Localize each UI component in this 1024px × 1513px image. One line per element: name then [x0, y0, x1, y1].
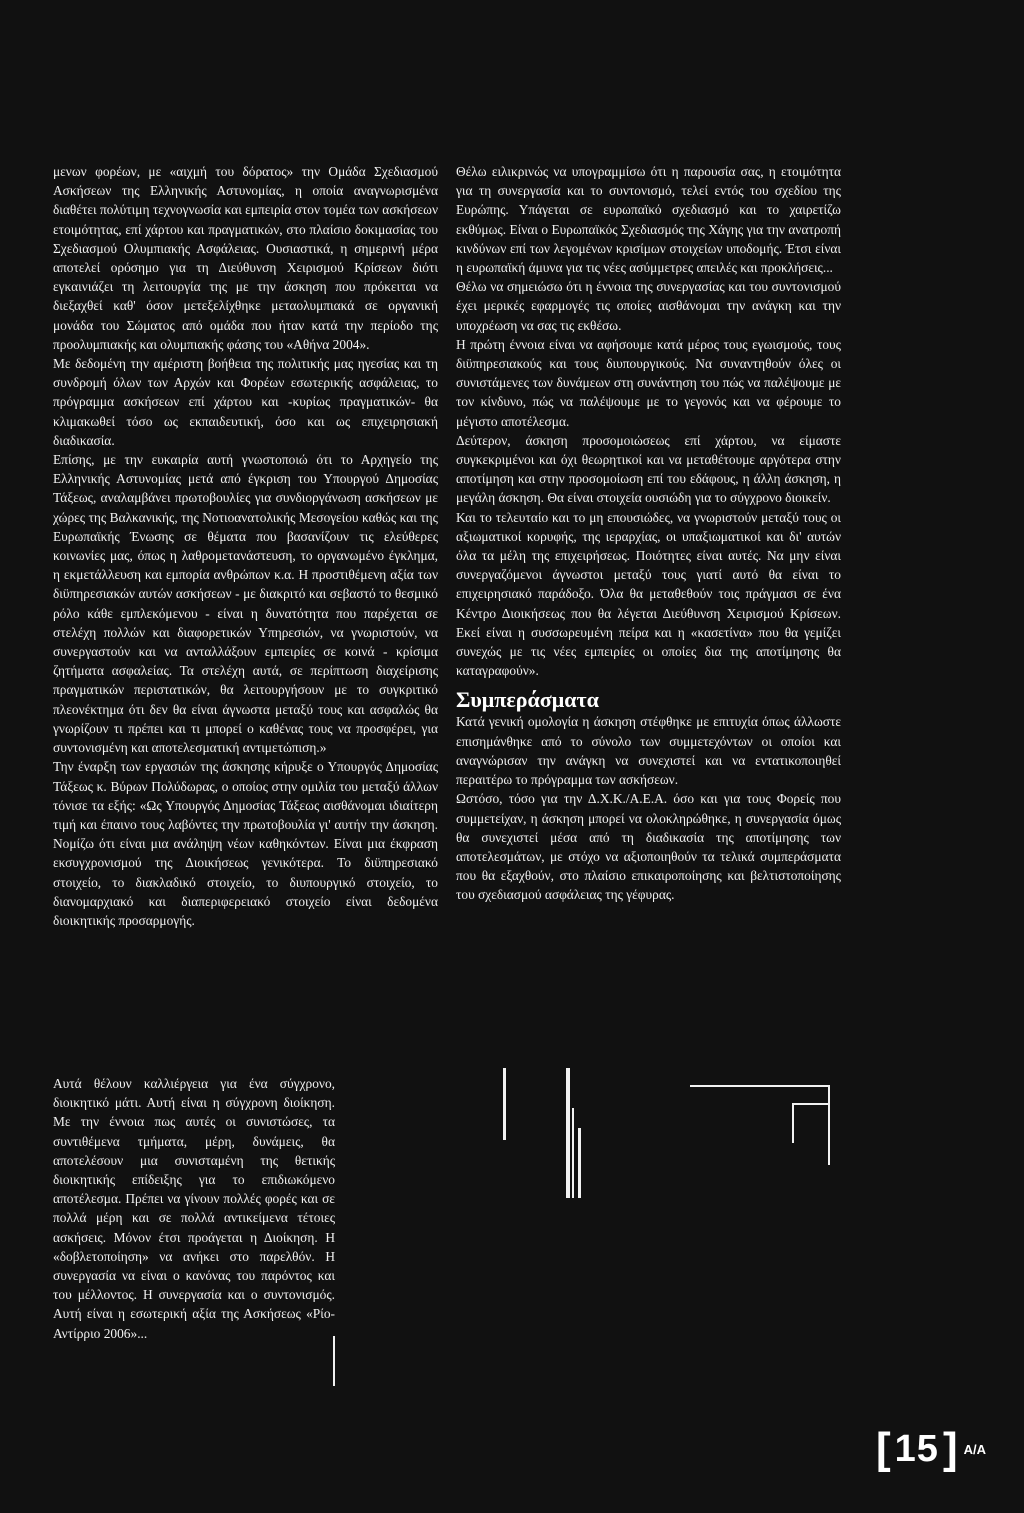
paragraph: Επίσης, με την ευκαιρία αυτή γνωστοποιώ ότι το Αρχηγείο της Ελληνικής Αστυνομίας μετά από έγκριση του Υπουργού Δημοσίας Τάξεως, αναλαμβάνει πρωτοβουλίες για συνδιοργάνωση ασκήσεων με χώρες της Βαλκανικής, της Νοτιοανατολικής Μεσογείου καθώς και της Ευρωπαϊκής Ένωσης σε θέματα που βασανίζουν τις ελεύθερες κοινωνίες μας, όπως η λαθρομετανάστευση, το οργανωμένο έγκλημα, η εκμετάλλευση και εμπορία ανθρώπων κ.α. Η προστιθέμενη αξία των διϋπηρεσιακών αυτών ασκήσεων - με διακριτό και σεβαστό το θεσμικό ρόλο κάθε εμπλεκόμενου - είναι η δυνατότητα που παρέχεται σε στελέχη πολλών και διαφορετικών Υπηρεσιών, να γνωριστούν, να συνεργαστούν και να ανταλλάξουν εμπειρίες σε κοινά - κρίσιμα ζητήματα ασφαλείας. Τα στελέχη αυτά, σε περίπτωση διαχείρισης πραγματικών περιστατικών, θα λειτουργήσουν με το συγκριτικό πλεονέκτημα ότι δεν θα είναι άγνωστα μεταξύ τους και ασφαλώς θα γνωρίζουν τι πρέπει και τι μπορεί ο καθένας τους να προσφέρει, για συντονισμένη και αποτελεσματική αντιμετώπιση.»: [53, 452, 438, 756]
paragraph: Αυτά θέλουν καλλιέργεια για ένα σύγχρονο, διοικητικό μάτι. Αυτή είναι η σύγχρονη διοίκηση. Με την έννοια πως αυτές οι συνιστώσες, τα συντιθέμενα τμήματα, μέρη, δυνάμεις, θα αποτελέσουν μια συνισταμένη της θετικής διοικητικής επίδειξης για το επιδιωκόμενο αποτέλεσμα. Πρέπει να γίνουν πολλές φορές και σε πολλά μέρη και σε πολλά αντικείμενα τέτοιες ασκήσεις. Μόνον έτσι προάγεται η Διοίκηση. Η «δοβλετοποίηση» να ανήκει στο παρελθόν. Η συνεργασία να είναι ο κανόνας του παρόντος και του μέλλοντος. Η συνεργασία και ο συντονισμός. Αυτή είναι η εσωτερική αξία της Ασκήσεως «Ρίο-Αντίρριο 2006»...: [53, 1076, 335, 1341]
paragraph: Με δεδομένη την αμέριστη βοήθεια της πολιτικής μας ηγεσίας και τη συνδρομή όλων των Αρχών και Φορέων εσωτερικής ασφάλειας, το πρόγραμμα ασκήσεων επί χάρτου και -κυρίως πραγματικών- θα κλιμακωθεί τόσο ως εκπαιδευτική, όσο και ως επιχειρησιακή διαδικασία.: [53, 356, 438, 448]
paragraph: Ωστόσο, τόσο για την Δ.Χ.Κ./Α.Ε.Α. όσο και για τους Φορείς που συμμετείχαν, η άσκηση μπορεί να ολοκληρώθηκε, η συνεργασία όμως θα συνεχιστεί μέσα από τη διαδικασία της αποτίμησης των αποτελεσμάτων, με στόχο να αξιοποιηθούν τα τελικά συμπεράσματα που θα εξαχθούν, στο πλαίσιο επικαιροποίησης και βελτιστοποίησης του σχεδιασμού ασφάλειας της γέφυρας.: [456, 791, 841, 903]
left-column-lower: [53, 1074, 335, 1343]
paragraph: Την έναρξη των εργασιών της άσκησης κήρυξε ο Υπουργός Δημοσίας Τάξεως κ. Βύρων Πολύδωρας, ο οποίος στην ομιλία του μεταξύ άλλων τόνισε τα εξής: «Ως Υπουργός Δημοσίας Τάξεως αισθάνομαι ιδιαίτερη τιμή και έπαινο τους λαβόντες την πρωτοβουλία γι' αυτήν την άσκηση. Νομίζω ότι είναι μια ανάληψη νέων καθηκόντων. Είναι μια έκφραση εκσυγχρονισμού της Διοικήσεως γενικότερα. Το διϋπηρεσιακό στοιχείο, το διακλαδικό στοιχείο, το διυπουργικό στοιχείο, το διανομαρχιακό και διαπεριφερειακό στοιχείο είναι δεδομένα διοικητικής προσαρμογής.: [53, 759, 438, 928]
bracket-open: [: [876, 1424, 891, 1473]
bracket-close: ]: [942, 1424, 958, 1473]
page-number: 15: [894, 1428, 939, 1470]
paragraph: Κατά γενική ομολογία η άσκηση στέφθηκε με επιτυχία όπως άλλωστε επισημάνθηκε από το σύνολο των συμμετεχόντων οι οποίοι και αναγνώρισαν την ανάγκη να συνεχιστεί και να εντατικοποιηθεί περαιτέρω το πρόγραμμα των ασκήσεων.: [456, 714, 841, 788]
conclusions-heading: Συμπεράσματα: [456, 687, 599, 713]
paragraph: Και το τελευταίο και το μη επουσιώδες, να γνωριστούν μεταξύ τους οι αξιωματικοί κορυφής, της ιεραρχίας, οι υπαξιωματικοί και δι' αυτών όλα τα μέλη της επιχειρήσεως. Ποιότητες είναι αυτές. Να μην είναι συνεργαζόμενοι άγνωστοι μεταξύ τους γιατί αυτό θα είναι το επιχειρησιακό παράδοξο. Όλα θα μεταθεθούν τοις πράγμασι σε ένα Κέντρο Διοικήσεως που θα λέγεται Διεύθυνση Χειρισμού Κρίσεων. Εκεί είναι η συσσωρευμένη πείρα και η «κασετίνα» που θα γεμίζει συνεχώς με τις νέες εμπειρίες οι οποίες δια της αποτίμησης θα καταγραφούν».: [456, 509, 841, 679]
paragraph: μενων φορέων, με «αιχμή του δόρατος» την Ομάδα Σχεδιασμού Ασκήσεων της Ελληνικής Αστυνομίας, η οποία αναγνωρισμένα διαθέτει πολύτιμη τεχνογνωσία και εμπειρία στον τομέα των ασκήσεων ετοιμότητας, επί χάρτου και πραγματικών, στο πλαίσιο δοκιμασίας του Σχεδιασμού Ολυμπιακής Ασφάλειας. Ουσιαστικά, η σημερινή μέρα αποτελεί ορόσημο για τη Διεύθυνση Χειρισμού Κρίσεων διότι εγκαινιάζει τη λειτουργία της με την άσκηση που πρόκειται να διεξαχθεί καθ' όσον μετεξελίχθηκε μεταολυμπιακά σε οργανική μονάδα του Σώματος από ομάδα που ήταν κατά την περίοδο της προολυμπιακής και ολυμπιακής φάσης του «Αθήνα 2004».: [53, 164, 438, 352]
paragraph: Δεύτερον, άσκηση προσομοιώσεως επί χάρτου, να είμαστε συγκεκριμένοι και όχι θεωρητικοί και να μεταθέτουμε αργότερα στην αποτίμηση και στην προσομοίωση επί του εδάφους, η άλλη άσκηση, η μεγάλη άσκηση. Θα είναι στοιχεία ουσιώδη για το σύγχρονο διοικείν.: [456, 432, 841, 506]
right-column: [456, 162, 841, 905]
left-column-upper: [53, 162, 438, 930]
publication-label: A/A: [963, 1441, 986, 1457]
paragraph: Η πρώτη έννοια είναι να αφήσουμε κατά μέρος τους εγωισμούς, τους διϋπηρεσιακούς και τους διυπουργικούς. Να συναντηθούν όλες οι συνιστάμενες των δυνάμεων στη συνάντηση του πώς να παλέψουμε με τον κίνδυνο, πώς να παλέψουμε με το γεγονός και να φέρουμε το μέγιστο αποτέλεσμα.: [456, 336, 841, 429]
page-number-footer: [876, 1424, 986, 1473]
paragraph: Θέλω να σημειώσω ότι η έννοια της συνεργασίας και του συντονισμού έχει μερικές εφαρμογές τις οποίες αισθάνομαι την ανάγκη και την υποχρέωση να σας τις εκθέσω.: [456, 279, 841, 333]
paragraph: Θέλω ειλικρινώς να υπογραμμίσω ότι η παρουσία σας, η ετοιμότητα για τη συνεργασία και το συντονισμό, τελεί εντός του σχεδίου της Ευρώπης. Υπάγεται σε ευρωπαϊκό σχεδιασμό και το χαιρετίζω εκθύμως. Είναι ο Ευρωπαϊκός Σχεδιασμός της Χάγης για την ανατροπή κινδύνων επί των λεγομένων κρισίμων στοιχείων υποδομής. Έτσι είναι η ευρωπαϊκή άμυνα για τις νέες ασύμμετρες απειλές και προκλήσεις...: [456, 164, 841, 276]
divider-line: [333, 1336, 335, 1386]
